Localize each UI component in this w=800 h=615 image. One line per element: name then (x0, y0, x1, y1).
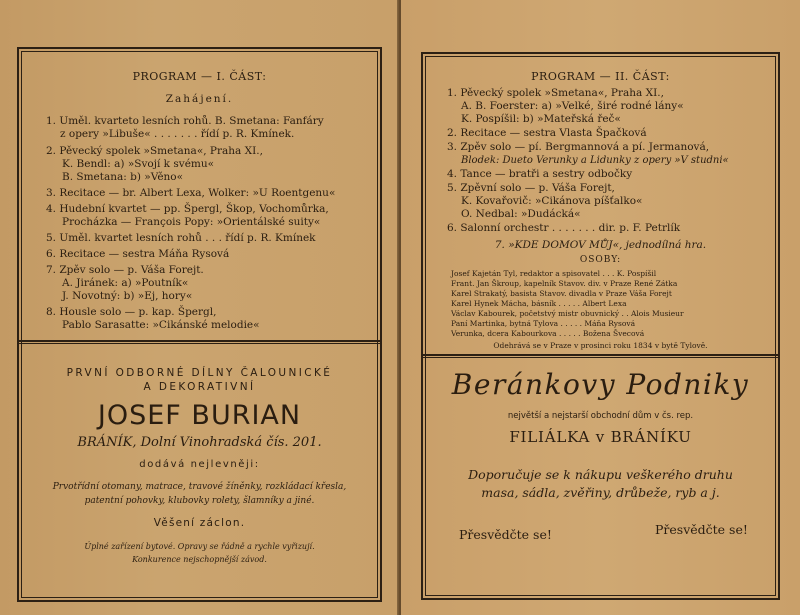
right-divider (421, 354, 780, 356)
left-line-1: 1. Uměl. kvarteto lesních rohů. B. Smetana: Fanfáry (46, 115, 324, 127)
cast-2: Frant. Jan Škroup, kapelník Stavov. div. v Praze René Zátka (451, 279, 678, 288)
burian-name: JOSEF BURIAN (97, 400, 302, 431)
left-line-10: 6. Recitace — sestra Máňa Rysová (46, 248, 230, 260)
cast-3: Karel Strakatý, basista Stavov. divadla v Praze Váša Forejt (451, 289, 672, 298)
left-line-12: A. Jiránek: a) »Poutník« (62, 277, 189, 289)
left-line-11: 7. Zpěv solo — p. Váša Forejt. (46, 264, 204, 276)
right-line-2: A. B. Foerster: a) »Velké, širé rodné lány« (461, 100, 684, 112)
right-page (401, 0, 800, 615)
beranek-name: Beránkovy Podniky (451, 368, 750, 401)
cast-1: Josef Kajetán Tyl, redaktor a spisovatel . . . K. Pospíšil (451, 269, 657, 278)
burian-ad-line-1: PRVNÍ ODBORNÉ DÍLNY ČALOUNICKÉ (66, 367, 333, 379)
right-line-3: K. Pospíšil: b) »Mateřská řeč« (461, 113, 621, 125)
program-part-2-heading: PROGRAM — II. ČÁST: (531, 70, 670, 83)
right-line-5: 3. Zpěv solo — pí. Bergmannová a pí. Jermanová, (447, 141, 710, 153)
left-line-14: 8. Housle solo — p. kap. Špergl, (46, 306, 217, 318)
cast-7: Verunka, dcera Kabourkova . . . . . Božena Švecová (451, 329, 645, 338)
left-line-5: B. Smetana: b) »Věno« (62, 171, 184, 183)
left-line-6: 3. Recitace — br. Albert Lexa, Wolker: »U Roentgenu« (46, 187, 336, 199)
burian-note-2: Konkurence nejschopnější závod. (132, 555, 267, 564)
left-page (0, 0, 399, 615)
right-line-1: 1. Pěvecký spolek »Smetana«, Praha XI., (447, 87, 664, 99)
right-line-10: O. Nedbal: »Dudácká« (461, 208, 581, 220)
cast-4: Karel Hynek Mácha, básník . . . . . Albert Lexa (451, 299, 627, 308)
beranek-branch: FILIÁLKA v BRÁNÍKU (509, 428, 692, 446)
burian-curtains: Věšení záclon. (153, 517, 246, 529)
burian-note-1: Úplné zařízení bytové. Opravy se řádně a rychle vyřizují. (84, 542, 315, 551)
right-line-8: 5. Zpěvní solo — p. Váša Forejt, (447, 182, 615, 194)
right-line-4: 2. Recitace — sestra Vlasta Špačková (447, 127, 647, 139)
beranek-convince-right: Přesvědčte se! (655, 522, 748, 537)
cast-5: Václav Kabourek, početstvý mistr obuvnický . . Alois Musieur (451, 309, 684, 318)
left-divider (17, 340, 382, 342)
left-line-7: 4. Hudební kvartet — pp. Špergl, Škop, Vochomůrka, (46, 203, 329, 215)
left-line-4: K. Bendl: a) »Svojí k svému« (62, 158, 215, 170)
right-line-7: 4. Tance — bratři a sestry odbočky (447, 168, 633, 180)
right-line-9: K. Kovařovič: »Cikánova píšťalko« (461, 195, 643, 207)
beranek-recommend-1: Doporučuje se k nákupu veškerého druhu (468, 467, 733, 482)
left-line-13: J. Novotný: b) »Ej, hory« (62, 290, 193, 302)
burian-goods-1: Prvotřídní otomany, matrace, travové žíněnky, rozkládací křesla, (52, 482, 347, 492)
burian-offer: dodává nejlevněji: (139, 459, 260, 470)
left-line-8: Procházka — François Popy: »Orientálské suity« (62, 216, 321, 228)
burian-goods-2: patentní pohovky, klubovky rolety, šlamníky a jiné. (84, 496, 315, 506)
osoby-label: OSOBY: (579, 255, 622, 265)
right-line-12: 7. »KDE DOMOV MŮJ«, jednodílná hra. (494, 239, 707, 251)
burian-address: BRÁNÍK, Dolní Vinohradská čís. 201. (77, 435, 322, 450)
opening: Zahájení. (165, 93, 234, 105)
beranek-convince-left: Přesvědčte se! (459, 527, 552, 542)
cast-6: Paní Martinka, bytná Tylova . . . . . Máňa Rysová (451, 319, 636, 328)
right-line-6: Blodek: Dueto Verunky a Lidunky z opery »V studni« (461, 155, 729, 166)
setting-note: Odehrává se v Praze v prosinci roku 1834 v bytě Tylově. (493, 341, 708, 350)
left-line-3: 2. Pěvecký spolek »Smetana«, Praha XI., (46, 145, 263, 157)
burian-ad-line-2: A DEKORATIVNÍ (143, 381, 256, 393)
left-line-2: z opery »Libuše« . . . . . . . řídí p. R. Kmínek. (60, 128, 295, 140)
left-line-9: 5. Uměl. kvartet lesních rohů . . . řídí p. R. Kmínek (46, 232, 316, 244)
beranek-subtitle: největší a nejstarší obchodní dům v čs. rep. (507, 411, 694, 421)
program-part-1-heading: PROGRAM — I. ČÁST: (132, 70, 267, 83)
beranek-recommend-2: masa, sádla, zvěřiny, drůbeže, ryb a j. (481, 485, 720, 500)
right-line-11: 6. Salonní orchestr . . . . . . . dir. p. F. Petrlík (447, 222, 681, 234)
left-line-15: Pablo Sarasatte: »Cikánské melodie« (62, 319, 260, 331)
